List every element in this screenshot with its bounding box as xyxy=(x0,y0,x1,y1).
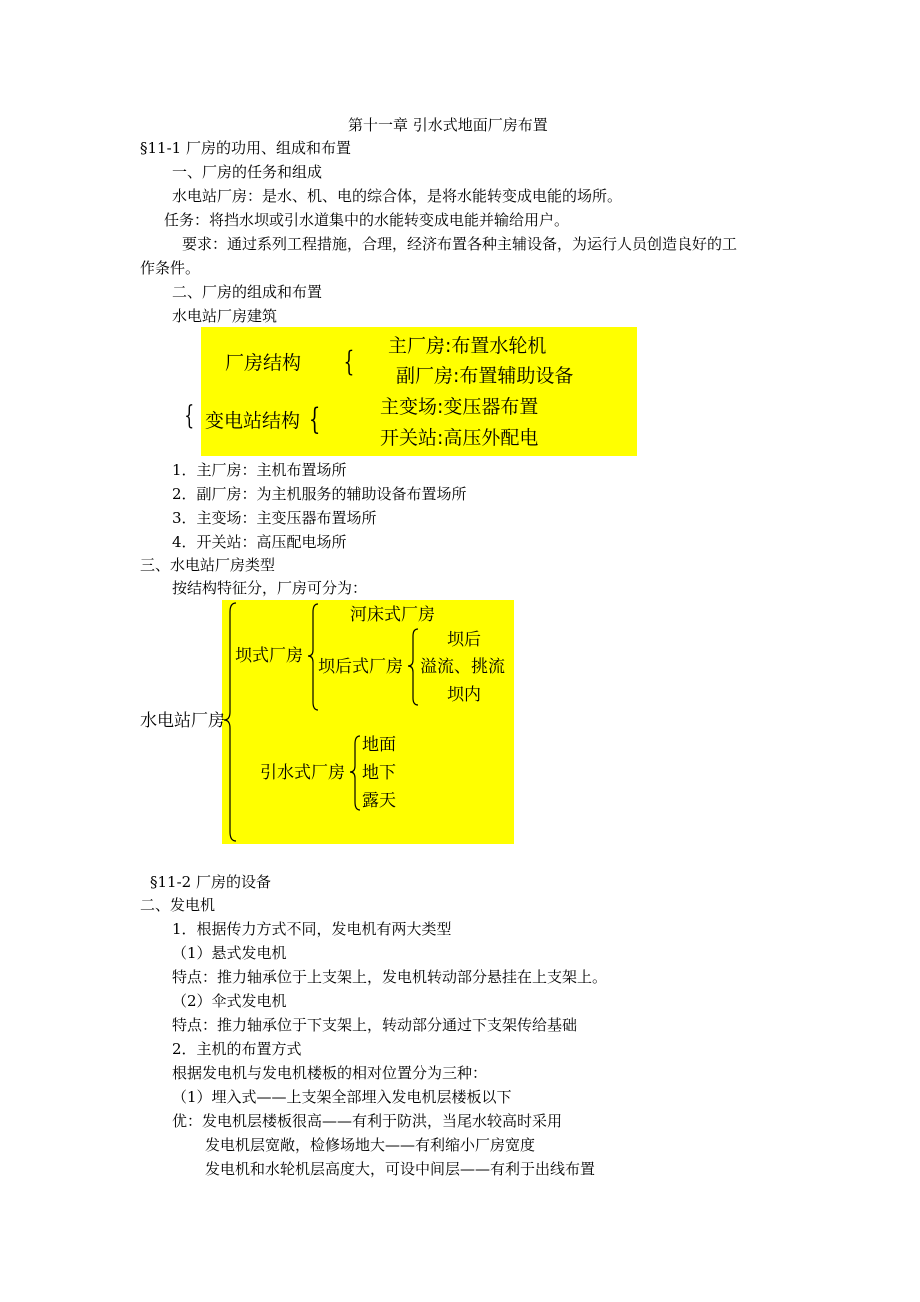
behind-item: 坝后 xyxy=(447,630,481,650)
body-line: 优：发电机层楼板很高——有利于防洪，当尾水较高时采用 xyxy=(172,1112,563,1130)
subheading-generator: 二、发电机 xyxy=(140,896,216,914)
subheading-task: 一、厂房的任务和组成 xyxy=(172,163,323,181)
group-label-substation: 变电站结构 xyxy=(205,410,301,432)
list-item: 1．主厂房：主机布置场所 xyxy=(172,461,347,479)
behind-item: 坝内 xyxy=(447,685,481,705)
body-line: 发电机层宽敞，检修场地大——有利缩小厂房宽度 xyxy=(205,1136,536,1154)
section-heading-11-1: §11-1 厂房的功用、组成和布置 xyxy=(140,139,351,157)
requirement-text: 要求：通过系列工程措施，合理，经济布置各种主辅设备，为运行人员创造良好的工 xyxy=(182,235,738,253)
diversion-item: 地面 xyxy=(362,735,396,755)
list-item: 2．副厂房：为主机服务的辅助设备布置场所 xyxy=(172,485,467,503)
definition-text: 水电站厂房：是水、机、电的综合体，是将水能转变成电能的场所。 xyxy=(172,187,623,205)
diagram-item: 主厂房:布置水轮机 xyxy=(388,335,547,357)
body-line: 1．根据传力方式不同，发电机有两大类型 xyxy=(172,920,452,938)
diversion-item: 地下 xyxy=(362,763,396,783)
dam-type-label: 坝式厂房 xyxy=(235,646,303,666)
types-intro: 按结构特征分，厂房可分为： xyxy=(172,579,368,597)
list-item: 4．开关站：高压配电场所 xyxy=(172,533,347,551)
body-line: 特点：推力轴承位于下支架上，转动部分通过下支架传给基础 xyxy=(172,1016,578,1034)
root-label: 水电站厂房 xyxy=(140,711,225,731)
diversion-item: 露天 xyxy=(362,791,396,811)
body-line: 特点：推力轴承位于上支架上，发电机转动部分悬挂在上支架上。 xyxy=(172,968,608,986)
group-label-plant: 厂房结构 xyxy=(225,352,302,374)
diagram-item: 开关站:高压外配电 xyxy=(380,427,539,449)
task-text: 任务：将挡水坝或引水道集中的水能转变成电能并输给用户。 xyxy=(164,211,570,229)
section-heading-11-2: §11-2 厂房的设备 xyxy=(150,873,271,891)
body-line: （2）伞式发电机 xyxy=(172,992,287,1010)
subheading-composition: 二、厂房的组成和布置 xyxy=(172,283,323,301)
body-line: （1）埋入式——上支架全部埋入发电机层楼板以下 xyxy=(172,1088,512,1106)
diversion-type-label: 引水式厂房 xyxy=(260,763,345,783)
diagram-item: 副厂房:布置辅助设备 xyxy=(396,365,574,387)
brace-icon: { xyxy=(343,345,355,378)
body-line: 发电机和水轮机层高度大，可设中间层——有利于出线布置 xyxy=(205,1160,596,1178)
body-line: （1）悬式发电机 xyxy=(172,944,287,962)
behind-dam-label: 坝后式厂房 xyxy=(318,657,403,677)
behind-item: 溢流、挑流 xyxy=(420,657,505,677)
requirement-text-cont: 作条件。 xyxy=(140,259,201,277)
body-line: 根据发电机与发电机楼板的相对位置分为三种： xyxy=(172,1064,488,1082)
section-heading-types: 三、水电站厂房类型 xyxy=(140,556,276,574)
list-item: 3．主变场：主变压器布置场所 xyxy=(172,509,377,527)
page-title: 第十一章 引水式地面厂房布置 xyxy=(348,116,548,134)
diagram-item: 主变场:变压器布置 xyxy=(380,396,539,418)
river-type-label: 河床式厂房 xyxy=(350,605,435,625)
brace-icon: { xyxy=(308,402,321,437)
body-line: 2．主机的布置方式 xyxy=(172,1040,302,1058)
brace-icon: { xyxy=(184,401,195,431)
building-label: 水电站厂房建筑 xyxy=(172,307,278,325)
